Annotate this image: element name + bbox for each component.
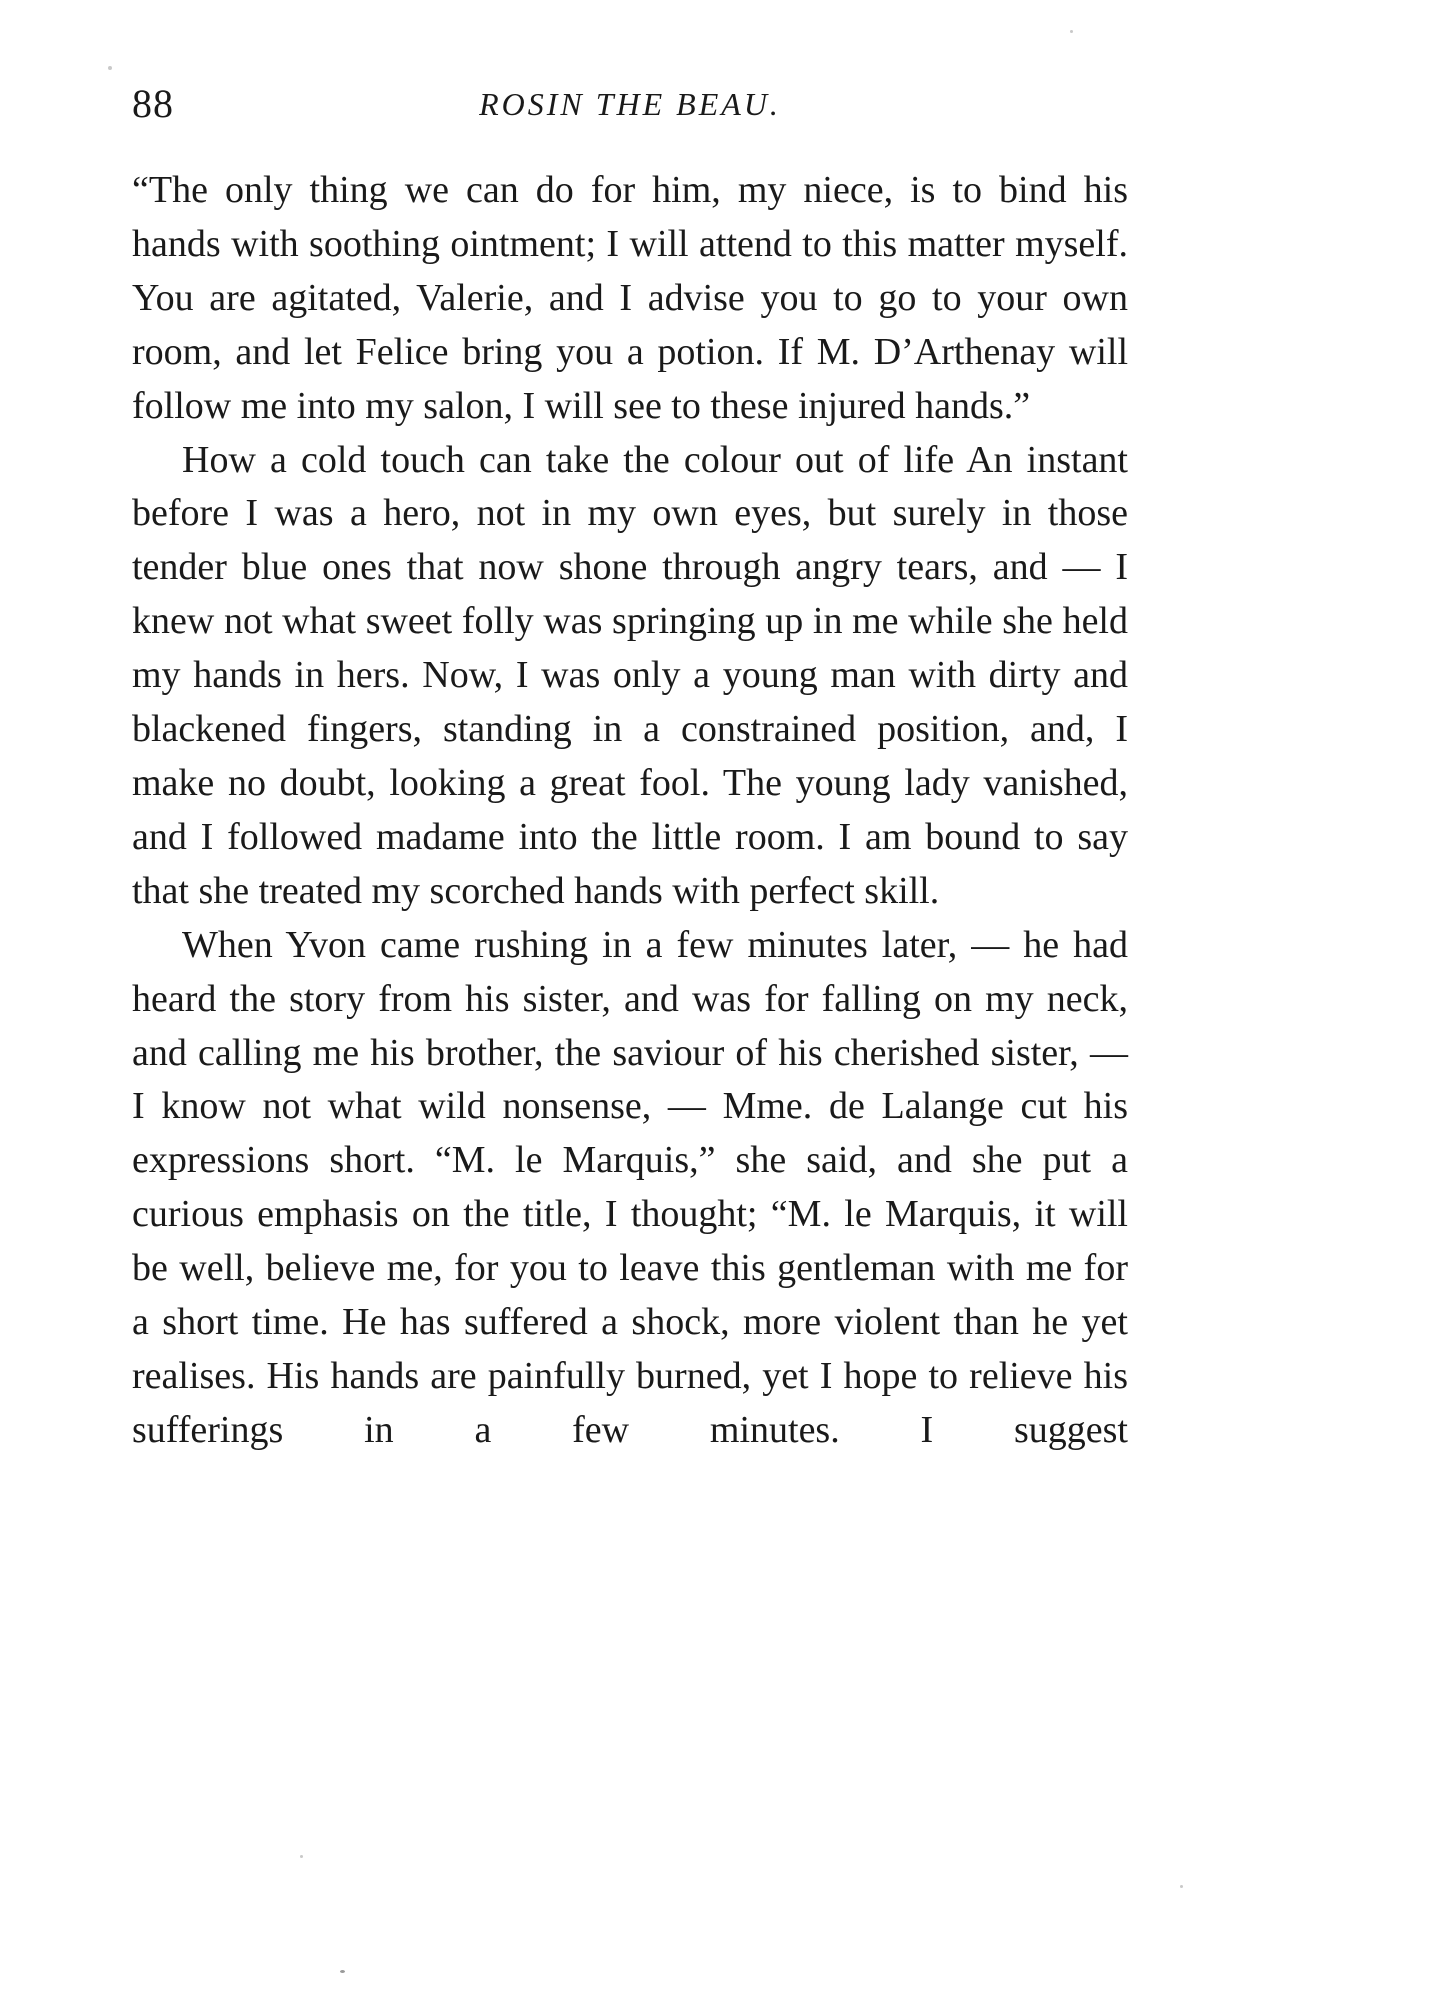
paragraph-1: “The only thing we can do for him, my niece, is to bind his hands with soothing ointment; I will attend to this matter myself. You are agitated, Valerie, and I advise you to go to your own room, and let Felice bring you a potion. If M. D’Arthenay will follow me into my salon, I will see to these injured hands.” <box>132 169 1128 427</box>
paper-speck <box>108 66 112 70</box>
paper-speck <box>1070 30 1073 33</box>
paper-speck <box>340 1970 345 1973</box>
running-title: ROSIN THE BEAU. <box>479 86 781 122</box>
paper-speck <box>300 1855 303 1858</box>
paper-speck <box>1180 1885 1183 1888</box>
paragraph-2: How a cold touch can take the colour out of life An instant before I was a hero, not in my own eyes, but surely in those tender blue ones that now shone through angry tears, and — I knew not what sweet folly was springing up in me while she held my hands in hers. Now, I was only a young man with dirty and blackened fingers, standing in a constrained position, and, I make no doubt, looking a great fool. The young lady vanished, and I followed madame into the little room. I am bound to say that she treated my scorched hands with perfect skill. <box>132 438 1128 912</box>
body-text <box>132 164 1128 1458</box>
paragraph-3: When Yvon came rushing in a few minutes later, — he had heard the story from his sister, and was for falling on my neck, and calling me his brother, the saviour of his cherished sister, — I know not what wild nonsense, — Mme. de Lalange cut his expressions short. “M. le Marquis,” she said, and she put a curious emphasis on the title, I thought; “M. le Marquis, it will be well, believe me, for you to leave this gentleman with me for a short time. He has suffered a shock, more violent than he yet realises. His hands are painfully burned, yet I hope to relieve his sufferings in a few minutes. I suggest <box>132 923 1128 1451</box>
page-number: 88 <box>132 81 174 126</box>
page-header <box>132 74 1128 134</box>
